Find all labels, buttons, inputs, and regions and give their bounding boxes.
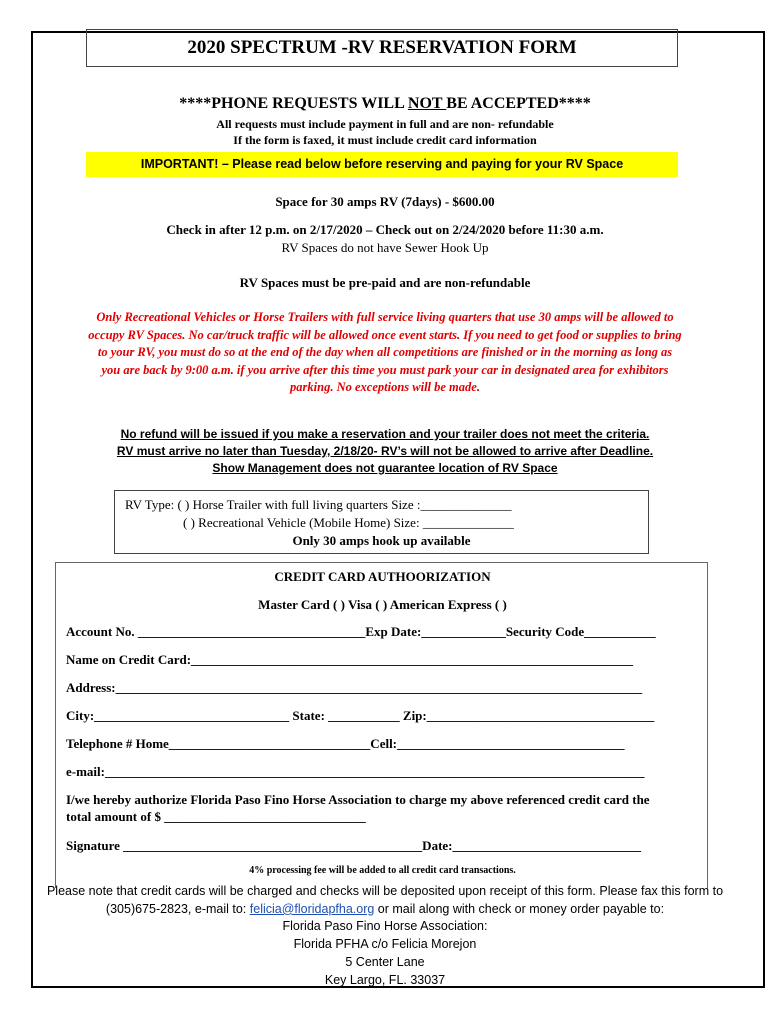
address-line: Florida PFHA c/o Felicia Morejon <box>293 937 477 952</box>
credit-card-section <box>55 562 708 888</box>
contact-line <box>40 901 730 919</box>
phone-notice-part: BE ACCEPTED**** <box>446 95 591 112</box>
prepaid-note: RV Spaces must be pre-paid and are non-refundable <box>239 275 531 290</box>
phone-requests-notice <box>40 95 730 113</box>
location-notice: Show Management does not guarantee location of RV Space <box>212 461 558 475</box>
page-title: 2020 SPECTRUM -RV RESERVATION FORM <box>86 29 678 67</box>
authorization-statement: I/we hereby authorize Florida Paso Fino Horse Association to charge my above referenced credit card the <box>66 792 650 807</box>
address-line: 5 Center Lane <box>345 954 425 969</box>
fax-number: (305)675-2823, e-mail to: <box>105 901 250 916</box>
signature-field[interactable]: Signature ______________________________________________Date:_____________________________ <box>66 838 642 853</box>
rv-type-recreational-vehicle[interactable]: ( ) Recreational Vehicle (Mobile Home) Size: ______________ <box>183 515 514 530</box>
city-state-zip-field[interactable]: City:______________________________ State: ___________ Zip:___________________________________ <box>66 708 655 723</box>
credit-card-title: CREDIT CARD AUTHOORIZATION <box>274 569 491 584</box>
phone-notice-not: NOT <box>407 95 447 112</box>
telephone-field[interactable]: Telephone # Home_______________________________Cell:___________________________________ <box>66 736 625 751</box>
amps-note: Only 30 amps hook up available <box>292 533 471 548</box>
address-line: Florida Paso Fino Horse Association: <box>282 919 488 934</box>
address-field[interactable]: Address:_________________________________________________________________________________ <box>66 680 643 695</box>
space-price: Space for 30 amps RV (7days) - $600.00 <box>275 194 495 209</box>
address-line: Key Largo, FL. 33037 <box>324 972 446 987</box>
mailing-instructions <box>40 883 730 989</box>
phone-notice-part: ****PHONE REQUESTS WILL <box>179 95 408 112</box>
mail-instruction: or mail along with check or money order payable to: <box>374 901 665 916</box>
arrival-deadline-notice: RV must arrive no later than Tuesday, 2/18/20- RV’s will not be allowed to arrive after Deadline. <box>116 444 654 458</box>
account-number-field[interactable]: Account No. ___________________________________Exp Date:_____________Security Code___________ <box>66 624 656 639</box>
refund-notice: No refund will be issued if you make a reservation and your trailer does not meet the criteria. <box>120 427 650 441</box>
card-type-options[interactable]: Master Card ( ) Visa ( ) American Express ( ) <box>258 597 507 612</box>
total-amount-field[interactable]: total amount of $ _______________________________ <box>66 809 366 824</box>
checkin-checkout: Check in after 12 p.m. on 2/17/2020 – Check out on 2/24/2020 before 11:30 a.m. <box>166 222 604 237</box>
processing-fee-note: 4% processing fee will be added to all credit card transactions. <box>249 865 516 876</box>
important-banner: IMPORTANT! – Please read below before reserving and paying for your RV Space <box>86 152 678 177</box>
requirement-payment: All requests must include payment in full and are non- refundable <box>216 117 554 131</box>
payment-note: Please note that credit cards will be charged and checks will be deposited upon receipt of this form. Please fax this form to <box>46 884 724 898</box>
rv-type-box <box>114 490 649 554</box>
name-on-card-field[interactable]: Name on Credit Card:____________________________________________________________________ <box>66 652 634 667</box>
email-link[interactable]: felicia@floridapfha.org <box>249 901 375 916</box>
sewer-note: RV Spaces do not have Sewer Hook Up <box>281 240 489 255</box>
rv-rules-notice: Only Recreational Vehicles or Horse Trailers with full service living quarters that use 30 amps will be allowed to occupy RV Spaces. No car/truck traffic will be allowed once event starts. If you need to get food or supplies to bring to your RV, you must do so at the end of the day when all competitions are finished or in the morning as long as you are back by 9:00 a.m. if you arrive after this time you must park your car in designated area for exhibitors parking. No exceptions will be made. <box>88 310 682 395</box>
rv-type-horse-trailer[interactable]: RV Type: ( ) Horse Trailer with full living quarters Size :______________ <box>125 497 512 512</box>
email-field[interactable]: e-mail:___________________________________________________________________________________ <box>66 764 645 779</box>
requirement-fax: If the form is faxed, it must include credit card information <box>233 133 537 147</box>
